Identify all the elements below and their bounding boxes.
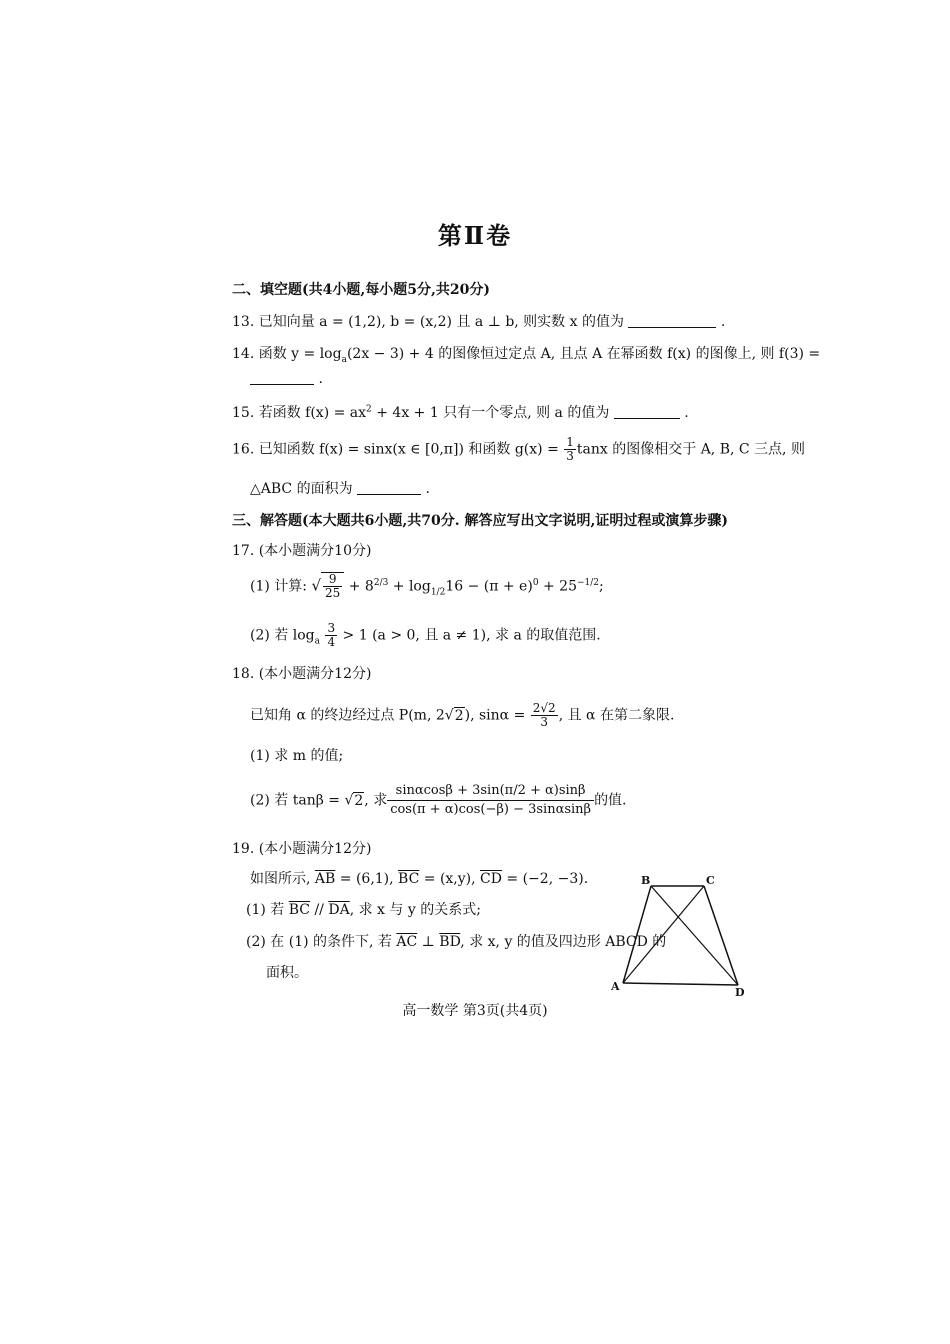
side-ad (623, 983, 738, 985)
answer-blank[interactable] (614, 404, 680, 419)
fraction: $\frac{1}{3}$ (566, 435, 574, 463)
vertex-label-b: B (641, 874, 651, 887)
page-title: 第Ⅱ卷 (437, 221, 513, 250)
question-13: 13. 已知向量 a = (1,2), b = (x,2) 且 a ⊥ b, 则实数 x 的值为 . (232, 314, 726, 330)
question-19-part2-cont: 面积。 (266, 965, 308, 981)
question-16: 16. 已知函数 f(x) = sinx(x ∈ [0,π]) 和函数 g(x) = $\frac{1}{3}$ tanx 的图像相交于 A, B, C 三点, 则 (232, 435, 805, 463)
answer-blank[interactable] (250, 370, 314, 385)
side-ab (623, 886, 651, 983)
question-19-heading: 19. (本小题满分12分) (232, 841, 372, 857)
question-17-heading: 17. (本小题满分10分) (232, 543, 372, 559)
question-19-part1: (1) 若 $\overline{BC} // \overline{DA}$, 求 x 与 y 的关系式; (246, 902, 481, 918)
quadrilateral-figure (605, 870, 755, 1002)
answer-blank[interactable] (357, 480, 421, 495)
question-17-part1: (1) 计算: √ $\frac{9}{25}$ + $8^{2/3} + \log_{1/2}16 - (\pi + e)^0 + 25^{-1/2}$; (250, 572, 604, 600)
question-18-heading: 18. (本小题满分12分) (232, 666, 372, 682)
diagonal-bd (651, 886, 738, 985)
fraction: $\frac{\sin\alpha\cos\beta + 3\sin(\pi/2 + \alpha)\sin\beta}{\cos(\pi + \alpha)\cos(-\beta) - 3\sin\alpha\sin\beta}$ (387, 782, 594, 819)
answer-blank[interactable] (628, 313, 716, 328)
question-18-stem: 已知角 α 的终边经过点 P(m, 2√2), sinα = $\frac{2√2}{3}$ , 且 α 在第二象限. (250, 701, 675, 729)
question-18-part1: (1) 求 m 的值; (250, 748, 344, 764)
question-14: 14. 函数 $y = \log_a(2x - 3) + 4$ 的图像恒过定点 A, 且点 A 在幂函数 f(x) 的图像上, 则 f(3) = (232, 346, 821, 365)
vertex-label-c: C (706, 874, 715, 887)
vertex-label-a: A (611, 980, 620, 993)
vertex-label-d: D (735, 986, 745, 999)
section-fill-in-heading: 二、填空题(共4小题,每小题5分,共20分) (232, 282, 490, 298)
question-15: 15. 若函数 $f(x) = ax^2 + 4x + 1$ 只有一个零点, 则 a 的值为 . (232, 404, 689, 421)
page-footer: 高一数学 第3页(共4页) (402, 1003, 548, 1019)
section-solve-heading: 三、解答题(本大题共6小题,共70分. 解答应写出文字说明,证明过程或演算步骤) (232, 513, 728, 529)
side-cd (704, 886, 738, 985)
question-18-part2: (2) 若 tanβ = √2, 求 $\frac{\sin\alpha\cos\beta + 3\sin(\pi/2 + \alpha)\sin\beta}{\cos(\pi + \alpha)\cos(-\beta) - 3\sin\alpha\sin\beta}$ 的值. (250, 783, 627, 817)
question-19-part2: (2) 在 (1) 的条件下, 若 $\overline{AC}$ ⊥ $\overline{BD}$, 求 x, y 的值及四边形 ABCD 的 (246, 934, 667, 950)
question-19-stem: 如图所示, $\overline{AB} = (6,1)$, $\overline{BC} = (x,y)$, $\overline{CD} = (-2$, −3). (250, 871, 589, 887)
question-14-answer-line: . (250, 370, 323, 387)
question-17-part2: (2) 若 $\log_a$ $\frac{3}{4}$ > 1 (a > 0, 且 a ≠ 1), 求 a 的取值范围. (250, 621, 601, 649)
question-16-line2: △ABC 的面积为 . (250, 481, 430, 497)
